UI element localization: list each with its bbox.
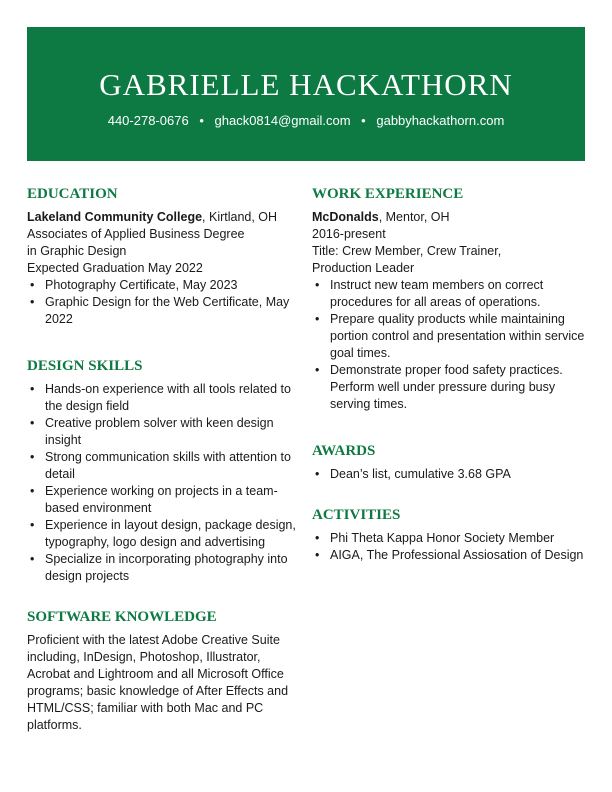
right-column (312, 186, 590, 564)
software-heading: SOFTWARE KNOWLEDGE (27, 609, 217, 625)
certificate-list (27, 277, 299, 328)
school-name: Lakeland Community College (27, 210, 203, 224)
list-item: • Strong communication skills with attention to detail (27, 449, 299, 483)
email-address: ghack0814@gmail.com (214, 113, 351, 128)
graduation-line: Expected Graduation May 2022 (27, 261, 203, 275)
list-item: • AIGA, The Professional Assiosation of Design (312, 547, 590, 564)
phone-number: 440-278-0676 (107, 113, 189, 128)
design-skills-list (27, 381, 299, 585)
contact-line (27, 113, 585, 128)
degree-line: in Graphic Design (27, 244, 127, 258)
list-item: • Graphic Design for the Web Certificate, May 2022 (27, 294, 299, 328)
activities-list (312, 530, 590, 564)
separator-dot: • (199, 113, 204, 128)
list-item: • Prepare quality products while maintaining portion control and presentation within service goal times. (312, 311, 590, 362)
list-item: • Specialize in incorporating photography into design projects (27, 551, 299, 585)
job-title-line: Production Leader (312, 261, 415, 275)
activities-heading: ACTIVITIES (312, 507, 401, 523)
awards-heading: AWARDS (312, 443, 376, 459)
employer-location: , Mentor, OH (378, 210, 450, 224)
list-item: • Demonstrate proper food safety practices. Perform well under pressure during busy serving times. (312, 362, 590, 413)
work-duties-list (312, 277, 590, 413)
work-experience-heading: WORK EXPERIENCE (312, 186, 464, 202)
list-item: • Creative problem solver with keen design insight (27, 415, 299, 449)
left-column (27, 186, 299, 734)
awards-list (312, 466, 590, 483)
website-url: gabbyhackathorn.com (376, 113, 505, 128)
employment-dates: 2016-present (312, 227, 386, 241)
list-item: • Hands-on experience with all tools related to the design field (27, 381, 299, 415)
list-item: • Dean’s list, cumulative 3.68 GPA (312, 466, 590, 483)
software-paragraph: Proficient with the latest Adobe Creative Suite including, InDesign, Photoshop, Illustrator, Acrobat and Lightroom and all Microsoft Office programs; basic knowledge of After Effects and HTML/CSS; familiar with both Mac and PC platforms. (27, 633, 289, 732)
design-skills-heading: DESIGN SKILLS (27, 358, 143, 374)
list-item: • Experience working on projects in a team-based environment (27, 483, 299, 517)
list-item: • Photography Certificate, May 2023 (27, 277, 299, 294)
school-location: , Kirtland, OH (202, 210, 278, 224)
list-item: • Instruct new team members on correct procedures for all areas of operations. (312, 277, 590, 311)
list-item: • Experience in layout design, package design, typography, logo design and advertising (27, 517, 299, 551)
resume-header (27, 27, 585, 161)
education-heading: EDUCATION (27, 186, 118, 202)
employer-name: McDonalds (312, 210, 379, 224)
job-title-line: Title: Crew Member, Crew Trainer, (312, 244, 502, 258)
degree-line: Associates of Applied Business Degree (27, 227, 245, 241)
candidate-name: GABRIELLE HACKATHORN (99, 67, 513, 102)
employer-line (312, 209, 590, 226)
school-line (27, 209, 299, 226)
separator-dot: • (361, 113, 366, 128)
list-item: • Phi Theta Kappa Honor Society Member (312, 530, 590, 547)
